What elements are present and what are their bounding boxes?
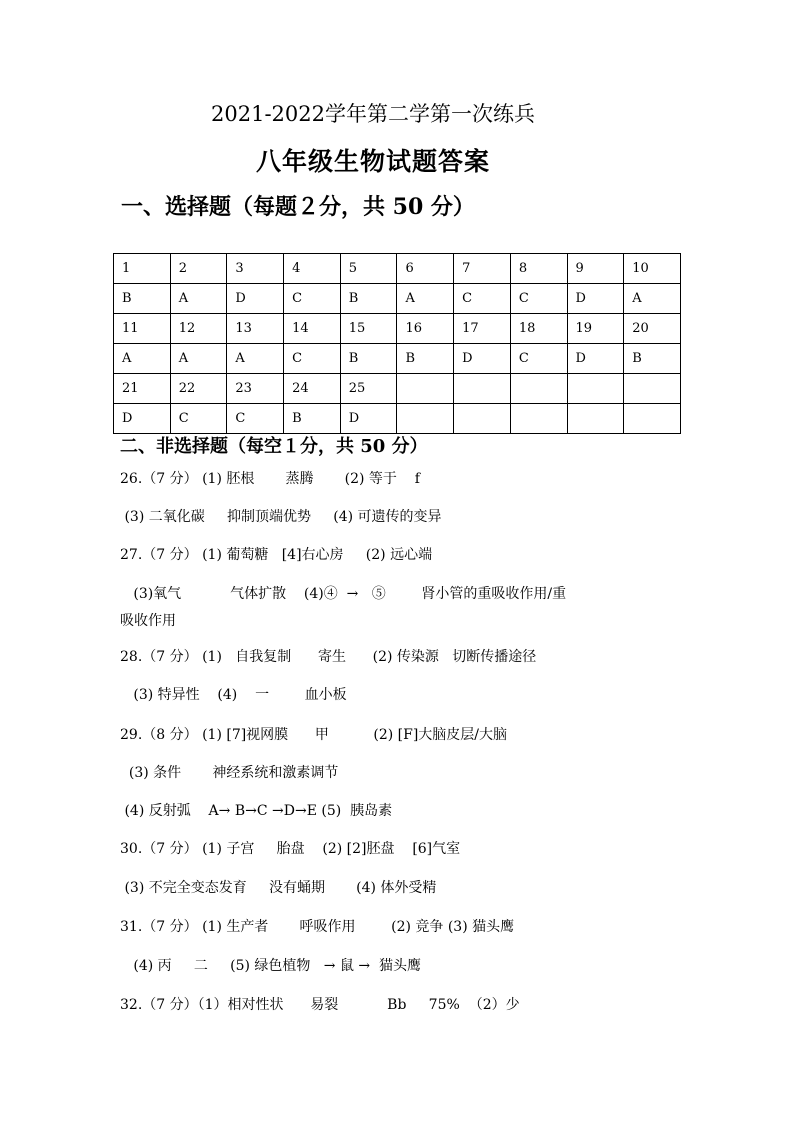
table-cell bbox=[397, 404, 454, 434]
table-cell: D bbox=[114, 404, 171, 434]
table-cell: 21 bbox=[114, 374, 171, 404]
table-cell bbox=[624, 404, 681, 434]
table-cell: A bbox=[227, 344, 284, 374]
table-cell: 1 bbox=[114, 254, 171, 284]
answer-table bbox=[113, 253, 681, 434]
table-cell: A bbox=[624, 284, 681, 314]
table-cell: C bbox=[170, 404, 227, 434]
table-cell: B bbox=[397, 344, 454, 374]
answer-line: 30.（7 分） (1) 子宫 胎盘 (2) [2]胚盘 [6]气室 bbox=[120, 841, 461, 857]
answer-line: 26.（7 分） (1) 胚根 蒸腾 (2) 等于 f bbox=[120, 471, 420, 487]
table-cell: C bbox=[284, 284, 341, 314]
section-heading-choice: 一、选择题（每题２分，共 50 分） bbox=[121, 194, 475, 220]
table-cell bbox=[567, 404, 624, 434]
table-cell: 22 bbox=[170, 374, 227, 404]
table-cell: C bbox=[510, 344, 567, 374]
table-cell: 16 bbox=[397, 314, 454, 344]
answer-line: (4) 丙 二 (5) 绿色植物 → 鼠 → 猫头鹰 bbox=[120, 958, 422, 974]
table-cell bbox=[397, 374, 454, 404]
document-subtitle: 八年级生物试题答案 bbox=[255, 147, 490, 176]
answer-line: (3)氧气 气体扩散 (4)④ → ⑤ 肾小管的重吸收作用/重 bbox=[120, 586, 567, 602]
table-cell: D bbox=[567, 284, 624, 314]
answer-line: 32.（7 分）（1）相对性状 易裂 Bb 75% （2）少 bbox=[120, 997, 520, 1013]
document-title: 2021-2022学年第二学第一次练兵 bbox=[211, 102, 535, 126]
table-row bbox=[114, 254, 681, 284]
table-cell: A bbox=[170, 344, 227, 374]
table-cell: 12 bbox=[170, 314, 227, 344]
answer-line: (3) 特异性 (4) 一 血小板 bbox=[120, 687, 347, 703]
table-row bbox=[114, 314, 681, 344]
table-cell bbox=[454, 404, 511, 434]
table-cell: 23 bbox=[227, 374, 284, 404]
table-cell bbox=[454, 374, 511, 404]
table-cell bbox=[624, 374, 681, 404]
section-heading-nonchoice: 二、非选择题（每空１分，共 50 分） bbox=[120, 436, 428, 457]
answer-line: (3) 二氧化碳 抑制顶端优势 (4) 可遗传的变异 bbox=[120, 509, 442, 525]
table-cell: 10 bbox=[624, 254, 681, 284]
table-row bbox=[114, 284, 681, 314]
table-cell: C bbox=[227, 404, 284, 434]
table-cell: 6 bbox=[397, 254, 454, 284]
table-cell: 19 bbox=[567, 314, 624, 344]
table-cell bbox=[510, 404, 567, 434]
answer-line: (4) 反射弧 A→ B→C →D→E (5) 胰岛素 bbox=[120, 803, 393, 819]
answer-line: (3) 不完全变态发育 没有蛹期 (4) 体外受精 bbox=[120, 880, 437, 896]
table-cell: 13 bbox=[227, 314, 284, 344]
answer-line: 29.（8 分） (1) [7]视网膜 甲 (2) [F]大脑皮层/大脑 bbox=[120, 727, 508, 743]
table-cell: 18 bbox=[510, 314, 567, 344]
table-cell: A bbox=[114, 344, 171, 374]
table-cell: 2 bbox=[170, 254, 227, 284]
table-cell: C bbox=[284, 344, 341, 374]
table-cell: 11 bbox=[114, 314, 171, 344]
table-cell: 14 bbox=[284, 314, 341, 344]
table-cell: D bbox=[340, 404, 397, 434]
table-cell: 5 bbox=[340, 254, 397, 284]
table-cell: 7 bbox=[454, 254, 511, 284]
table-cell: 24 bbox=[284, 374, 341, 404]
table-cell: B bbox=[114, 284, 171, 314]
table-cell: 15 bbox=[340, 314, 397, 344]
table-cell: D bbox=[227, 284, 284, 314]
table-cell bbox=[567, 374, 624, 404]
table-cell: 25 bbox=[340, 374, 397, 404]
table-row bbox=[114, 344, 681, 374]
answer-line: 31.（7 分） (1) 生产者 呼吸作用 (2) 竞争 (3) 猫头鹰 bbox=[120, 919, 515, 935]
table-cell: B bbox=[624, 344, 681, 374]
table-row bbox=[114, 374, 681, 404]
table-cell: B bbox=[284, 404, 341, 434]
table-cell: 20 bbox=[624, 314, 681, 344]
answer-line: 28.（7 分） (1) 自我复制 寄生 (2) 传染源 切断传播途径 bbox=[120, 649, 537, 665]
answer-line: 27.（7 分） (1) 葡萄糖 [4]右心房 (2) 远心端 bbox=[120, 547, 433, 563]
answer-line: (3) 条件 神经系统和激素调节 bbox=[120, 765, 339, 781]
table-cell: A bbox=[397, 284, 454, 314]
table-cell: D bbox=[567, 344, 624, 374]
table-cell: 8 bbox=[510, 254, 567, 284]
table-cell: B bbox=[340, 344, 397, 374]
table-cell: C bbox=[510, 284, 567, 314]
answer-line: 吸收作用 bbox=[120, 613, 176, 629]
table-cell: A bbox=[170, 284, 227, 314]
table-cell: 4 bbox=[284, 254, 341, 284]
table-cell: D bbox=[454, 344, 511, 374]
table-cell: 17 bbox=[454, 314, 511, 344]
table-cell bbox=[510, 374, 567, 404]
table-cell: 3 bbox=[227, 254, 284, 284]
table-cell: C bbox=[454, 284, 511, 314]
table-cell: B bbox=[340, 284, 397, 314]
table-cell: 9 bbox=[567, 254, 624, 284]
table-row bbox=[114, 404, 681, 434]
